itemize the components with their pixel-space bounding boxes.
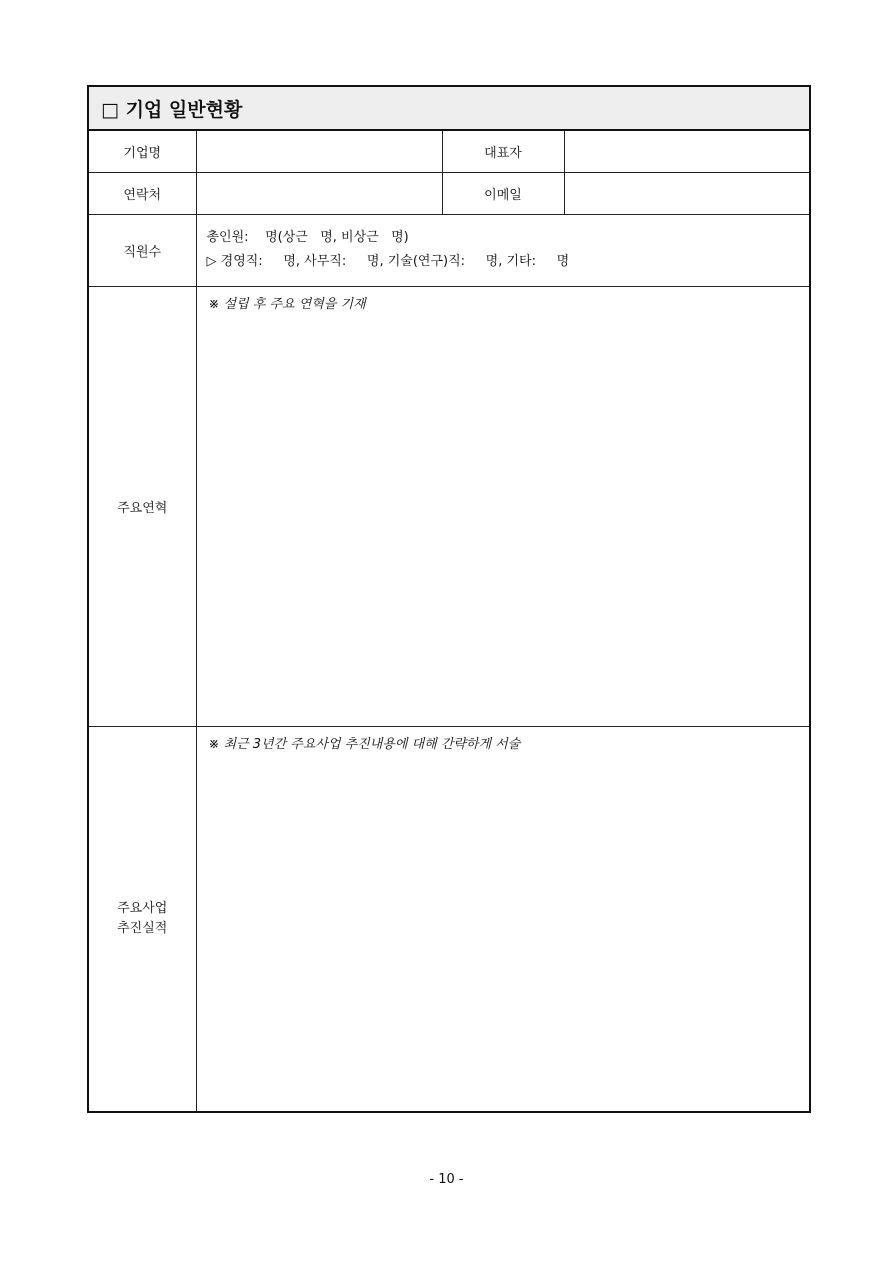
company-name-label: 기업명 [88, 130, 196, 172]
history-field[interactable] [196, 286, 810, 726]
staff-breakdown-line: ▷ 경영직: 명, 사무직: 명, 기술(연구)직: 명, 기타: 명 [206, 254, 570, 269]
contact-field[interactable] [196, 172, 442, 214]
email-label: 이메일 [442, 172, 564, 214]
page-number: - 10 - [429, 1172, 464, 1187]
section-title: □ 기업 일반현황 [88, 86, 810, 130]
business-label [88, 726, 196, 1112]
company-name-field[interactable] [196, 130, 442, 172]
company-info-form [87, 85, 811, 1113]
history-note: ※ 설립 후 주요 연혁을 기재 [208, 296, 366, 312]
staff-label: 직원수 [88, 214, 196, 286]
ceo-label: 대표자 [442, 130, 564, 172]
business-label-line2: 추진실적 [117, 920, 168, 936]
business-label-line1: 주요사업 [117, 900, 168, 916]
staff-field[interactable] [196, 214, 810, 286]
business-note: ※ 최근 3년간 주요사업 추진내용에 대해 간략하게 서술 [208, 736, 521, 752]
business-field[interactable] [196, 726, 810, 1112]
contact-label: 연락처 [88, 172, 196, 214]
ceo-field[interactable] [564, 130, 810, 172]
staff-total-line: 총인원: 명(상근 명, 비상근 명) [206, 230, 409, 245]
email-field[interactable] [564, 172, 810, 214]
history-label: 주요연혁 [88, 286, 196, 726]
